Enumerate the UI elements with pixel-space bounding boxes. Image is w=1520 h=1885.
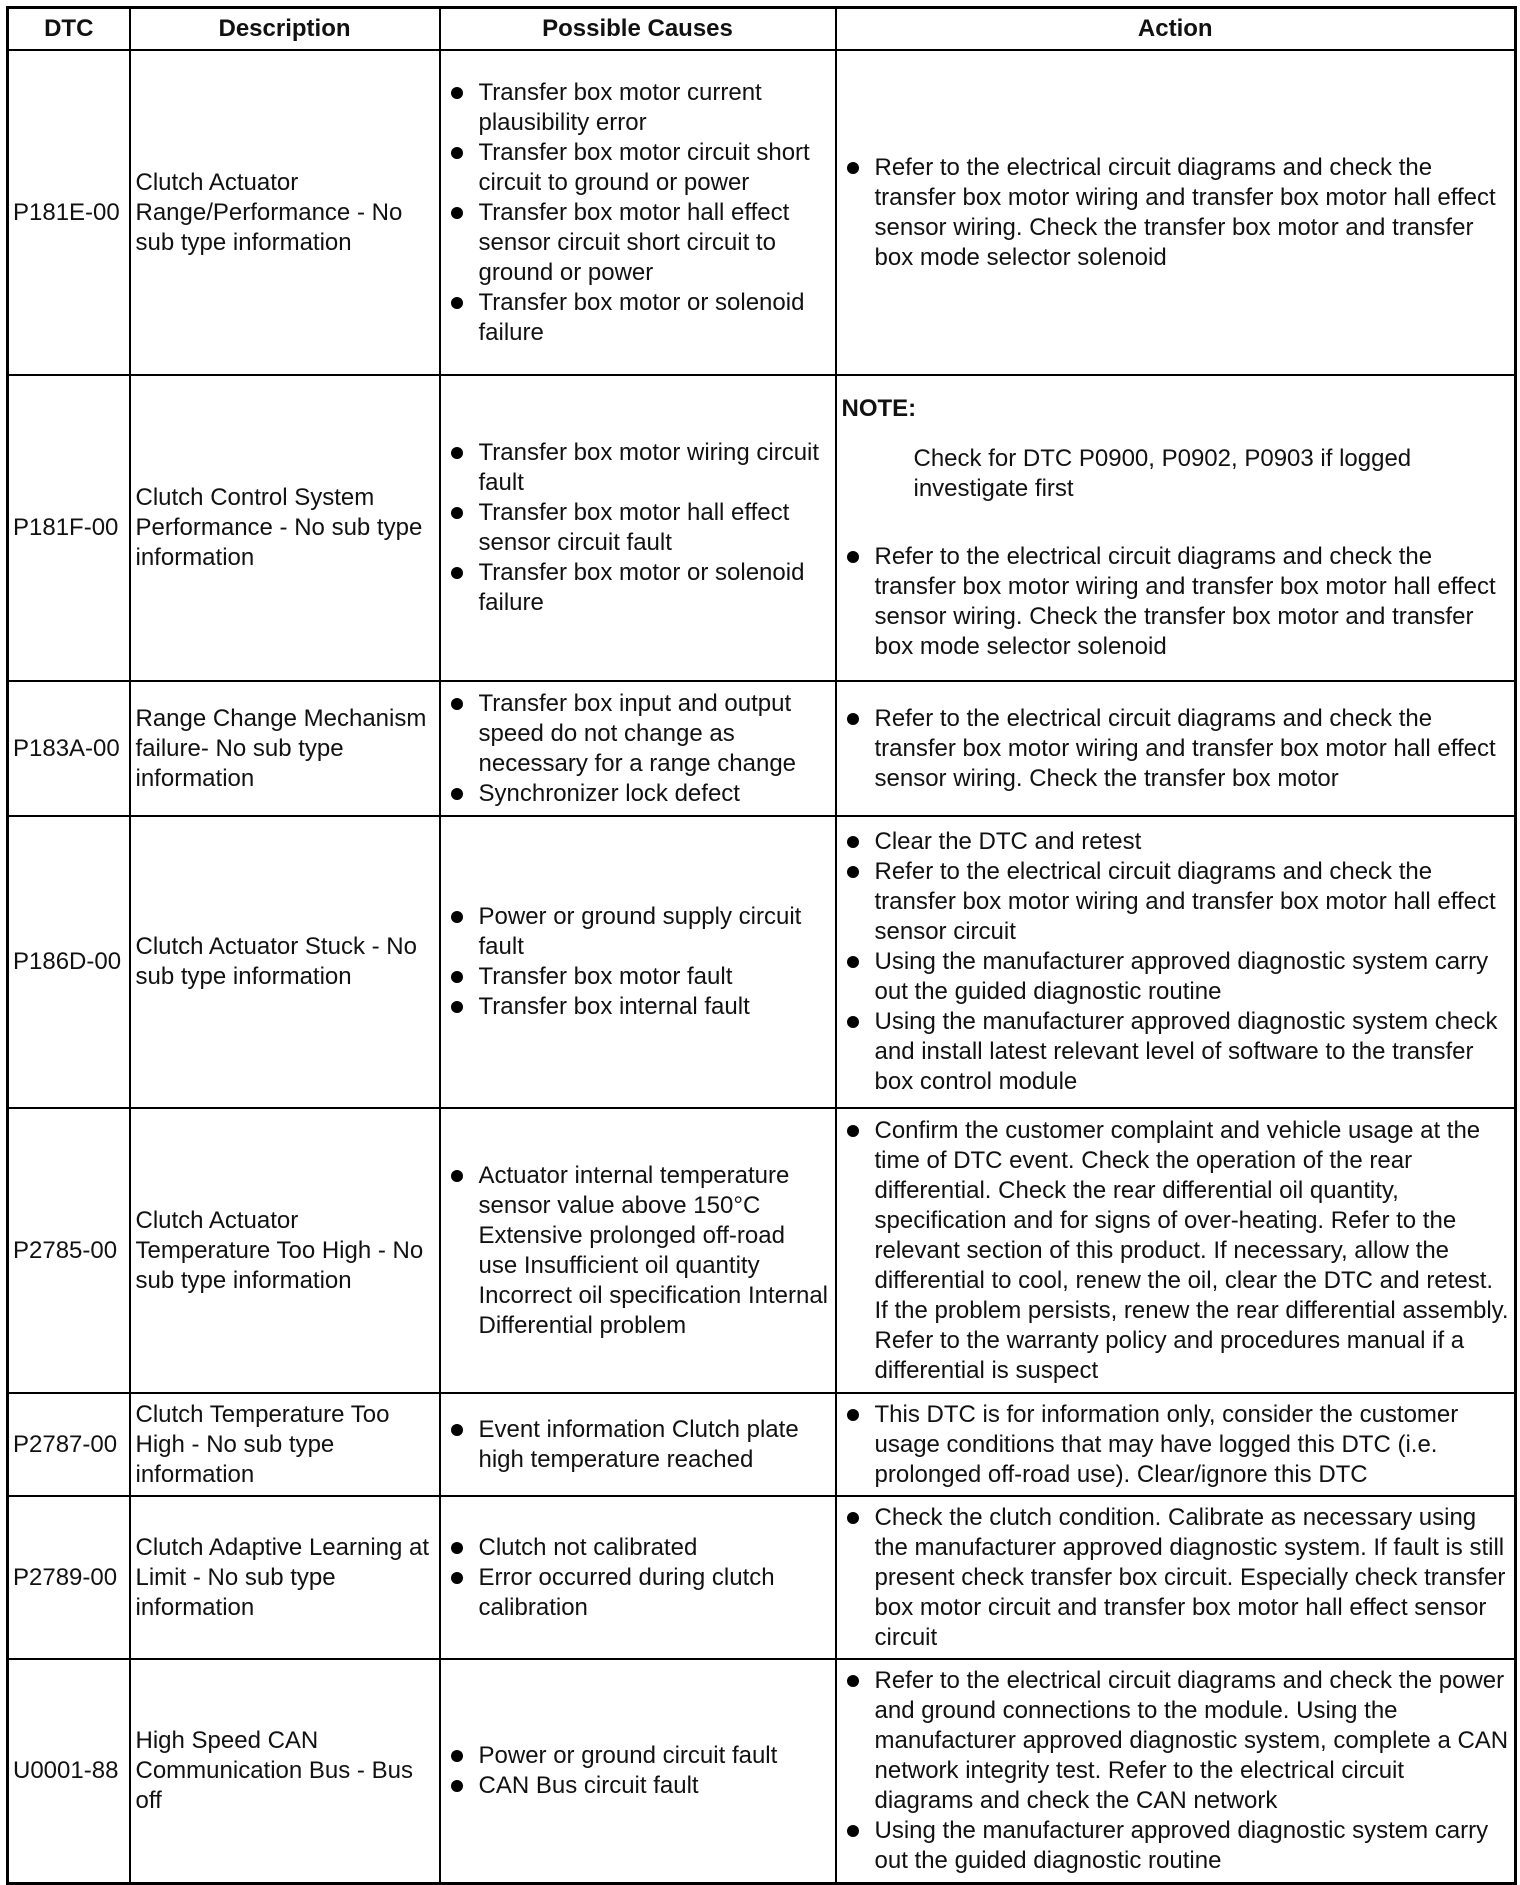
action-cell — [836, 1659, 1516, 1883]
cause-item: Synchronizer lock defect — [446, 779, 830, 809]
action-item: Refer to the electrical circuit diagrams and check the transfer box motor wiring and transfer box motor hall effect sensor wiring. Check the transfer box motor and transfer box mode selector solenoid — [842, 153, 1510, 273]
cause-item: Transfer box motor hall effect sensor circuit fault — [446, 498, 830, 558]
dtc-code: P181E-00 — [8, 50, 130, 375]
cause-item: Event information Clutch plate high temperature reached — [446, 1415, 830, 1475]
dtc-code: P186D-00 — [8, 816, 130, 1108]
bullet-icon — [847, 1409, 859, 1421]
bullet-icon — [847, 836, 859, 848]
dtc-description: Clutch Temperature Too High - No sub type information — [130, 1393, 440, 1496]
cause-item: Error occurred during clutch calibration — [446, 1563, 830, 1623]
table-row — [8, 1659, 1516, 1883]
dtc-description: Clutch Control System Performance - No sub type information — [130, 375, 440, 681]
action-cell — [836, 1108, 1516, 1393]
bullet-icon — [451, 1542, 463, 1554]
action-item: Refer to the electrical circuit diagrams and check the power and ground connections to the module. Using the manufacturer approved diagnostic system, complete a CAN network integrity test. Refer to the electrical circuit diagrams and check the CAN network — [842, 1666, 1510, 1816]
dtc-code: P2787-00 — [8, 1393, 130, 1496]
bullet-icon — [451, 567, 463, 579]
dtc-description: Clutch Adaptive Learning at Limit - No sub type information — [130, 1496, 440, 1659]
note-text: Check for DTC P0900, P0902, P0903 if logged investigate first — [913, 445, 1412, 502]
table-row — [8, 681, 1516, 816]
bullet-icon — [451, 1780, 463, 1792]
cause-item: Transfer box internal fault — [446, 992, 830, 1022]
header-causes: Possible Causes — [440, 8, 836, 51]
bullet-icon — [451, 87, 463, 99]
bullet-icon — [451, 698, 463, 710]
action-item: Using the manufacturer approved diagnostic system check and install latest relevant level of software to the transfer box control module — [842, 1007, 1510, 1097]
table-row — [8, 1108, 1516, 1393]
action-cell — [836, 681, 1516, 816]
bullet-icon — [451, 1750, 463, 1762]
dtc-description: Range Change Mechanism failure- No sub type information — [130, 681, 440, 816]
dtc-code: P2785-00 — [8, 1108, 130, 1393]
bullet-icon — [451, 1001, 463, 1013]
dtc-code: P183A-00 — [8, 681, 130, 816]
possible-causes — [440, 50, 836, 375]
cause-item: Transfer box input and output speed do not change as necessary for a range change — [446, 689, 830, 779]
table-row — [8, 1496, 1516, 1659]
action-item: Using the manufacturer approved diagnostic system carry out the guided diagnostic routine — [842, 947, 1510, 1007]
cause-item: Transfer box motor or solenoid failure — [446, 558, 830, 618]
action-item: This DTC is for information only, consider the customer usage conditions that may have logged this DTC (i.e. prolonged off-road use). Clear/ignore this DTC — [842, 1400, 1510, 1490]
note-title: NOTE: — [841, 395, 917, 422]
bullet-icon — [451, 507, 463, 519]
cause-item: Transfer box motor or solenoid failure — [446, 288, 830, 348]
possible-causes — [440, 816, 836, 1108]
dtc-description: High Speed CAN Communication Bus - Bus off — [130, 1659, 440, 1883]
bullet-icon — [451, 1170, 463, 1182]
header-action: Action — [836, 8, 1516, 51]
action-cell — [836, 375, 1516, 681]
action-item: Refer to the electrical circuit diagrams and check the transfer box motor wiring and transfer box motor hall effect sensor circuit — [842, 857, 1510, 947]
dtc-code: U0001-88 — [8, 1659, 130, 1883]
bullet-icon — [451, 1424, 463, 1436]
cause-item: Transfer box motor circuit short circuit to ground or power — [446, 138, 830, 198]
bullet-icon — [451, 911, 463, 923]
possible-causes — [440, 1496, 836, 1659]
bullet-icon — [451, 147, 463, 159]
bullet-icon — [451, 207, 463, 219]
possible-causes — [440, 1393, 836, 1496]
table-row — [8, 1393, 1516, 1496]
dtc-description: Clutch Actuator Temperature Too High - No sub type information — [130, 1108, 440, 1393]
header-description: Description — [130, 8, 440, 51]
bullet-icon — [451, 788, 463, 800]
possible-causes — [440, 681, 836, 816]
bullet-icon — [451, 971, 463, 983]
cause-item: Transfer box motor hall effect sensor circuit short circuit to ground or power — [446, 198, 830, 288]
bullet-icon — [847, 162, 859, 174]
cause-item: Transfer box motor fault — [446, 962, 830, 992]
cause-item: Transfer box motor wiring circuit fault — [446, 438, 830, 498]
cause-item: CAN Bus circuit fault — [446, 1771, 830, 1801]
bullet-icon — [451, 297, 463, 309]
action-cell — [836, 1496, 1516, 1659]
action-cell — [836, 50, 1516, 375]
possible-causes — [440, 375, 836, 681]
table-row — [8, 816, 1516, 1108]
possible-causes — [440, 1659, 836, 1883]
action-cell — [836, 1393, 1516, 1496]
bullet-icon — [847, 551, 859, 563]
cause-item: Clutch not calibrated — [446, 1533, 830, 1563]
bullet-icon — [847, 1825, 859, 1837]
header-row — [8, 8, 1516, 51]
bullet-icon — [847, 866, 859, 878]
bullet-icon — [847, 1125, 859, 1137]
cause-item: Power or ground supply circuit fault — [446, 902, 830, 962]
dtc-description: Clutch Actuator Range/Performance - No sub type information — [130, 50, 440, 375]
action-cell — [836, 816, 1516, 1108]
dtc-table — [6, 6, 1517, 1885]
bullet-icon — [847, 1675, 859, 1687]
table-row — [8, 50, 1516, 375]
bullet-icon — [847, 1512, 859, 1524]
bullet-icon — [451, 447, 463, 459]
action-item: Refer to the electrical circuit diagrams and check the transfer box motor wiring and transfer box motor hall effect sensor wiring. Check the transfer box motor — [842, 704, 1510, 794]
possible-causes — [440, 1108, 836, 1393]
bullet-icon — [847, 1016, 859, 1028]
bullet-icon — [847, 956, 859, 968]
action-item: Using the manufacturer approved diagnostic system carry out the guided diagnostic routine — [842, 1816, 1510, 1876]
action-item: Refer to the electrical circuit diagrams and check the transfer box motor wiring and transfer box motor hall effect sensor wiring. Check the transfer box motor and transfer box mode selector solenoid — [842, 542, 1510, 662]
bullet-icon — [847, 713, 859, 725]
cause-item: Power or ground circuit fault — [446, 1741, 830, 1771]
dtc-code: P181F-00 — [8, 375, 130, 681]
table-row — [8, 375, 1516, 681]
dtc-code: P2789-00 — [8, 1496, 130, 1659]
action-item: Clear the DTC and retest — [842, 827, 1510, 857]
bullet-icon — [451, 1572, 463, 1584]
action-item: Check the clutch condition. Calibrate as necessary using the manufacturer approved diagnostic system. If fault is still present check transfer box circuit. Especially check transfer box motor circuit and transfer box motor hall effect sensor circuit — [842, 1503, 1510, 1653]
action-item: Confirm the customer complaint and vehicle usage at the time of DTC event. Check the operation of the rear differential. Check the rear differential oil quantity, specification and for signs of over-heating. Refer to the relevant section of this product. If necessary, allow the differential to cool, renew the oil, clear the DTC and retest. If the problem persists, renew the rear differential assembly. Refer to the warranty policy and procedures manual if a differential is suspect — [842, 1116, 1510, 1386]
cause-item: Actuator internal temperature sensor value above 150°C Extensive prolonged off-road use Insufficient oil quantity Incorrect oil specification Internal Differential problem — [446, 1161, 830, 1341]
cause-item: Transfer box motor current plausibility error — [446, 78, 830, 138]
dtc-description: Clutch Actuator Stuck - No sub type information — [130, 816, 440, 1108]
header-dtc: DTC — [8, 8, 130, 51]
